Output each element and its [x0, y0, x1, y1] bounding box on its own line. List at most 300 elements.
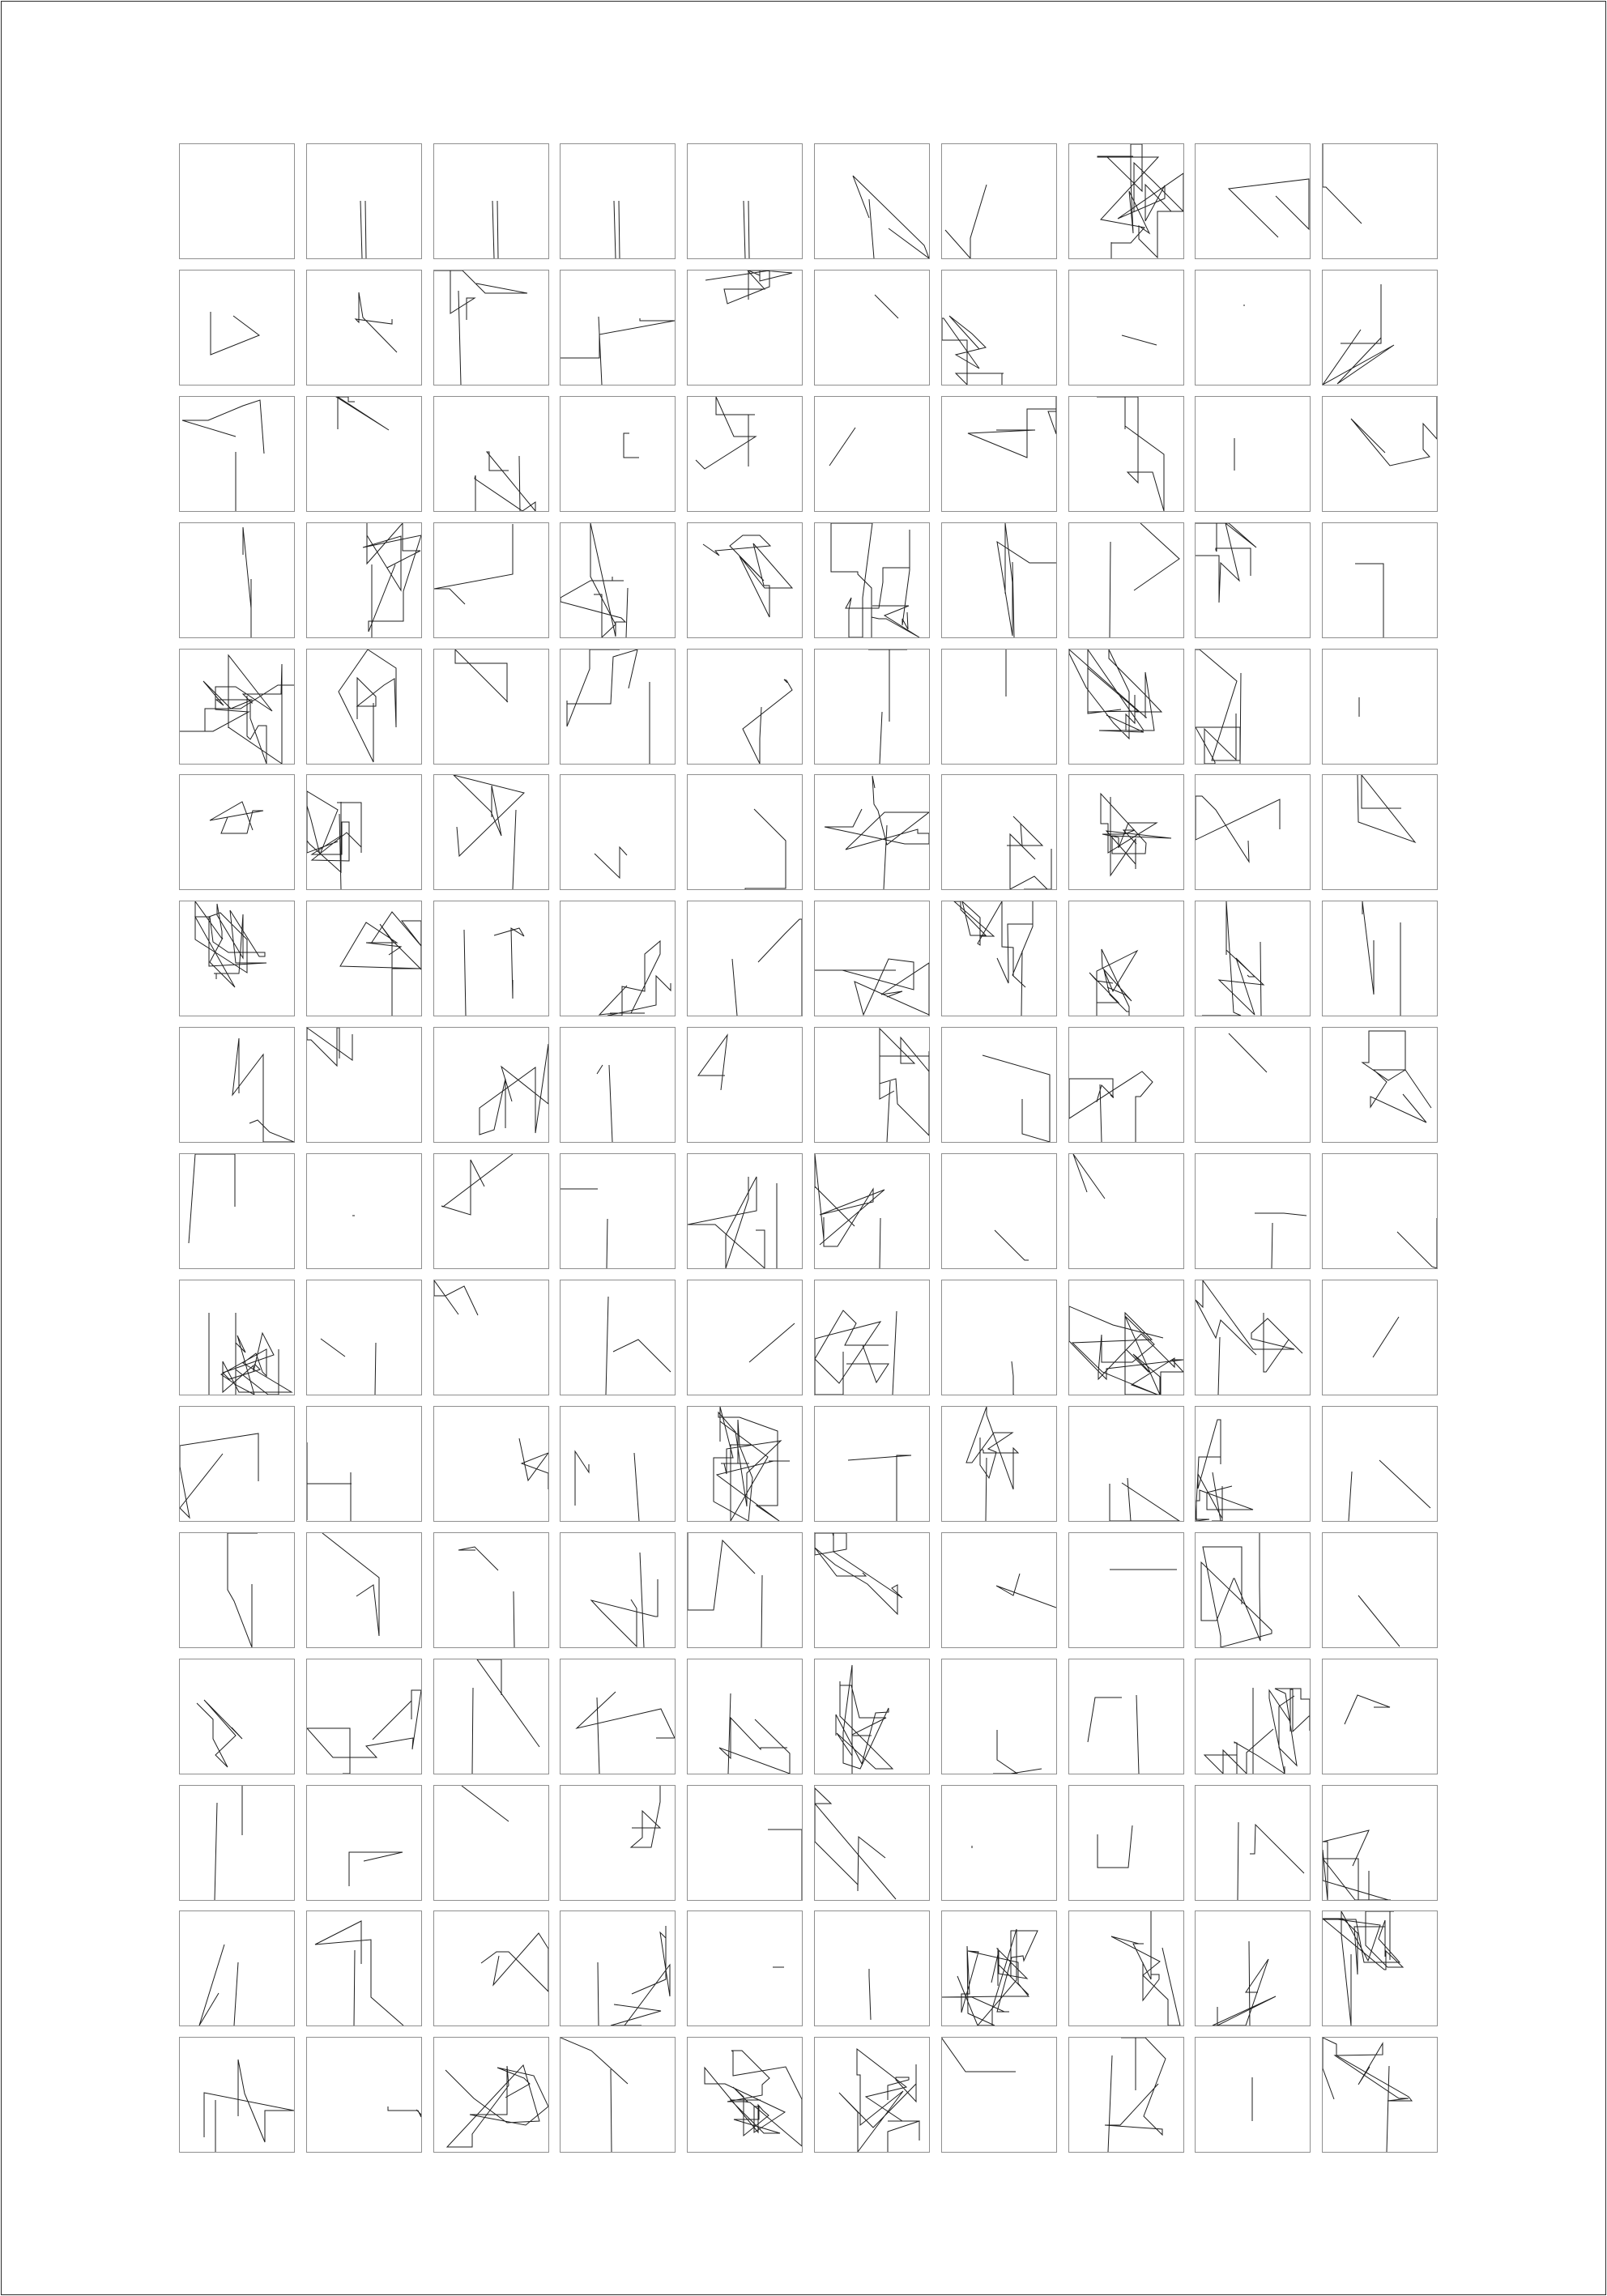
drawing-cell — [687, 1659, 803, 1774]
drawing-cell — [814, 143, 930, 259]
drawing-cell — [814, 1910, 930, 2026]
drawing-canvas — [307, 650, 421, 764]
drawing-cell — [179, 1027, 295, 1143]
drawing-stroke — [1088, 1695, 1139, 1774]
drawing-cell — [1322, 649, 1438, 765]
drawing-canvas — [307, 1786, 421, 1900]
drawing-stroke — [561, 1189, 607, 1268]
drawing-cell — [1195, 1785, 1311, 1901]
drawing-canvas — [942, 1280, 1056, 1395]
drawing-canvas — [1069, 270, 1183, 385]
drawing-canvas — [815, 1533, 929, 1647]
drawing-stroke — [441, 1154, 513, 1215]
drawing-stroke — [606, 1297, 671, 1395]
drawing-cell — [941, 396, 1057, 512]
drawing-cell — [560, 1659, 676, 1774]
drawing-canvas — [1323, 270, 1437, 385]
drawing-cell — [433, 1532, 549, 1648]
drawing-canvas — [180, 270, 294, 385]
drawing-stroke — [462, 1786, 509, 1821]
drawing-cell — [814, 2037, 930, 2153]
drawing-cell — [560, 1785, 676, 1901]
drawing-stroke — [703, 535, 792, 617]
drawing-cell — [1322, 2037, 1438, 2153]
drawing-cell — [306, 901, 422, 1016]
drawing-cell — [1068, 270, 1184, 386]
drawing-stroke — [744, 201, 749, 258]
drawing-stroke — [577, 1692, 675, 1774]
drawing-stroke — [1323, 1911, 1403, 2026]
drawing-canvas — [1323, 2038, 1437, 2152]
drawing-canvas — [561, 1659, 675, 1774]
drawing-stroke — [434, 524, 513, 604]
drawing-canvas — [1069, 1280, 1183, 1395]
drawing-cell — [814, 1785, 930, 1901]
drawing-stroke — [340, 912, 421, 1016]
drawing-canvas — [1069, 523, 1183, 637]
drawing-cell — [560, 901, 676, 1016]
drawing-stroke — [825, 776, 929, 889]
drawing-stroke — [1397, 1218, 1437, 1268]
drawing-stroke — [336, 397, 389, 430]
drawing-stroke — [321, 1339, 376, 1395]
drawing-canvas — [942, 775, 1056, 889]
drawing-canvas — [1069, 650, 1183, 764]
drawing-canvas — [561, 1028, 675, 1142]
drawing-stroke — [1069, 1071, 1153, 1142]
drawing-stroke — [315, 1921, 403, 2026]
drawing-stroke — [1089, 949, 1137, 1016]
drawing-canvas — [307, 523, 421, 637]
drawing-canvas — [1323, 901, 1437, 1016]
drawing-canvas — [1069, 144, 1183, 258]
drawing-stroke — [1110, 1478, 1179, 1521]
drawing-cell — [179, 1785, 295, 1901]
drawing-stroke — [481, 1933, 548, 1991]
drawing-canvas — [1069, 2038, 1183, 2152]
drawing-canvas — [688, 1533, 802, 1647]
drawing-stroke — [454, 775, 524, 889]
drawing-stroke — [996, 1574, 1056, 1608]
drawing-canvas — [1196, 1659, 1310, 1774]
drawing-cell — [179, 396, 295, 512]
drawing-canvas — [434, 2038, 548, 2152]
drawing-canvas — [180, 1154, 294, 1268]
drawing-canvas — [942, 1533, 1056, 1647]
drawing-cell — [941, 1280, 1057, 1395]
drawing-cell — [687, 396, 803, 512]
drawing-canvas — [307, 1028, 421, 1142]
drawing-cell — [941, 2037, 1057, 2153]
drawing-stroke — [595, 847, 627, 878]
drawing-canvas — [942, 1786, 1056, 1900]
drawing-stroke — [455, 650, 508, 702]
drawing-stroke — [567, 650, 650, 764]
drawing-canvas — [942, 397, 1056, 511]
drawing-canvas — [688, 1407, 802, 1521]
drawing-stroke — [945, 185, 987, 258]
drawing-cell — [941, 522, 1057, 638]
drawing-cell — [1068, 1659, 1184, 1774]
drawing-canvas — [434, 650, 548, 764]
drawing-canvas — [688, 1659, 802, 1774]
drawing-canvas — [815, 1280, 929, 1395]
drawing-canvas — [1323, 1659, 1437, 1774]
drawing-cell — [433, 1406, 549, 1522]
drawing-canvas — [307, 270, 421, 385]
drawing-canvas — [561, 523, 675, 637]
drawing-canvas — [815, 1911, 929, 2026]
drawing-stroke — [880, 1029, 929, 1142]
drawing-cell — [687, 1280, 803, 1395]
drawing-stroke — [966, 1407, 1018, 1521]
drawing-stroke — [1345, 1695, 1390, 1724]
drawing-canvas — [561, 1154, 675, 1268]
drawing-canvas — [307, 1280, 421, 1395]
drawing-cell — [1068, 1532, 1184, 1648]
drawing-canvas — [688, 144, 802, 258]
drawing-stroke — [307, 1028, 352, 1066]
drawing-cell — [1322, 1280, 1438, 1395]
drawing-stroke — [475, 452, 535, 511]
drawing-stroke — [815, 1788, 896, 1899]
drawing-canvas — [561, 1911, 675, 2026]
drawing-canvas — [180, 901, 294, 1016]
drawing-stroke — [561, 523, 628, 637]
drawing-cell — [1322, 774, 1438, 890]
drawing-canvas — [1196, 1407, 1310, 1521]
drawing-cell — [179, 774, 295, 890]
drawing-stroke — [688, 1533, 762, 1647]
drawing-cell — [941, 270, 1057, 386]
drawing-canvas — [180, 1407, 294, 1521]
drawing-cell — [179, 649, 295, 765]
drawing-cell — [306, 1027, 422, 1143]
drawing-cell — [179, 1280, 295, 1395]
drawing-canvas — [1069, 1154, 1183, 1268]
drawing-canvas — [1323, 1911, 1437, 2026]
drawing-cell — [1068, 522, 1184, 638]
drawing-canvas — [1323, 144, 1437, 258]
drawing-stroke — [434, 270, 527, 385]
drawing-cell — [687, 270, 803, 386]
drawing-cell — [1068, 1785, 1184, 1901]
drawing-cell — [306, 1659, 422, 1774]
drawing-stroke — [1213, 1941, 1276, 2026]
drawing-stroke — [519, 1438, 548, 1489]
drawing-canvas — [180, 144, 294, 258]
drawing-cell — [306, 774, 422, 890]
drawing-canvas — [815, 1407, 929, 1521]
drawing-cell — [306, 1785, 422, 1901]
drawing-stroke — [1110, 523, 1179, 637]
drawing-cell — [941, 1659, 1057, 1774]
drawing-stroke — [180, 655, 294, 764]
drawing-canvas — [815, 775, 929, 889]
drawing-canvas — [1196, 775, 1310, 889]
drawing-stroke — [1362, 901, 1400, 1016]
drawing-cell — [1195, 270, 1311, 386]
drawing-stroke — [942, 316, 1004, 385]
drawing-stroke — [631, 1786, 660, 1847]
drawing-canvas — [1323, 1533, 1437, 1647]
drawing-canvas — [1196, 144, 1310, 258]
drawing-cell — [814, 396, 930, 512]
drawing-cell — [560, 2037, 676, 2153]
sheet-border — [1, 1, 1606, 2295]
drawing-cell — [1068, 1027, 1184, 1143]
drawing-stroke — [815, 1533, 902, 1614]
drawing-canvas — [307, 901, 421, 1016]
drawing-stroke — [1201, 1533, 1272, 1647]
drawing-stroke — [749, 1323, 795, 1362]
drawing-canvas — [815, 2038, 929, 2152]
drawing-canvas — [942, 144, 1056, 258]
drawing-canvas — [942, 1407, 1056, 1521]
drawing-canvas — [434, 270, 548, 385]
drawing-cell — [687, 1406, 803, 1522]
drawing-stroke — [1204, 1688, 1310, 1774]
drawing-stroke — [1323, 2038, 1412, 2152]
drawing-canvas — [942, 650, 1056, 764]
drawing-stroke — [745, 809, 786, 889]
drawing-stroke — [211, 312, 259, 355]
drawing-canvas — [1196, 1533, 1310, 1647]
drawing-cell — [814, 774, 930, 890]
drawing-cell — [1195, 1406, 1311, 1522]
drawing-canvas — [561, 1407, 675, 1521]
drawing-cell — [433, 1280, 549, 1395]
drawing-cell — [1195, 522, 1311, 638]
drawing-cell — [560, 522, 676, 638]
drawing-stroke — [215, 1786, 242, 1900]
drawing-cell — [687, 1027, 803, 1143]
drawing-canvas — [434, 1533, 548, 1647]
drawing-cell — [1322, 522, 1438, 638]
drawing-canvas — [561, 270, 675, 385]
drawing-stroke — [1111, 1911, 1180, 2026]
drawing-stroke — [1098, 144, 1183, 258]
drawing-canvas — [1069, 1659, 1183, 1774]
drawing-stroke — [1358, 1595, 1400, 1646]
drawing-cell — [814, 1153, 930, 1269]
drawing-cell — [1195, 1153, 1311, 1269]
drawing-cell — [941, 901, 1057, 1016]
drawing-canvas — [815, 270, 929, 385]
drawing-cell — [687, 522, 803, 638]
drawing-cell — [814, 901, 930, 1016]
drawing-stroke — [182, 400, 264, 511]
drawing-stroke — [768, 1830, 802, 1900]
drawing-stroke — [815, 1154, 884, 1268]
drawing-stroke — [719, 1693, 790, 1774]
drawing-cell — [433, 649, 549, 765]
drawing-cell — [941, 774, 1057, 890]
drawing-stroke — [464, 928, 524, 1016]
drawing-cell — [560, 1153, 676, 1269]
drawing-canvas — [688, 1028, 802, 1142]
drawing-cell — [179, 522, 295, 638]
drawing-stroke — [815, 959, 929, 1016]
drawing-canvas — [688, 1154, 802, 1268]
drawing-canvas — [1196, 397, 1310, 511]
drawing-canvas — [1069, 1407, 1183, 1521]
drawing-canvas — [434, 1028, 548, 1142]
drawing-canvas — [561, 397, 675, 511]
drawing-stroke — [732, 919, 802, 1016]
drawing-canvas — [815, 1786, 929, 1900]
drawing-canvas — [180, 2038, 294, 2152]
drawing-cell — [1068, 396, 1184, 512]
drawing-cell — [179, 1406, 295, 1522]
drawing-cell — [941, 1785, 1057, 1901]
drawing-cell — [941, 1406, 1057, 1522]
drawing-stroke — [868, 650, 907, 764]
drawing-canvas — [815, 1154, 929, 1268]
drawing-canvas — [180, 650, 294, 764]
drawing-cell — [1068, 1910, 1184, 2026]
drawing-cell — [179, 901, 295, 1016]
drawing-canvas — [434, 901, 548, 1016]
drawing-stroke — [993, 1730, 1042, 1774]
drawing-cell — [687, 1785, 803, 1901]
drawing-canvas — [1196, 901, 1310, 1016]
drawing-canvas — [561, 650, 675, 764]
drawing-cell — [306, 2037, 422, 2153]
drawing-canvas — [434, 144, 548, 258]
drawing-stroke — [997, 523, 1056, 637]
drawing-stroke — [839, 2049, 919, 2152]
drawing-stroke — [829, 428, 855, 466]
drawing-cell — [1195, 1027, 1311, 1143]
drawing-stroke — [363, 523, 421, 637]
drawing-cell — [814, 1406, 930, 1522]
drawing-cell — [306, 522, 422, 638]
drawing-stroke — [599, 941, 671, 1016]
drawing-canvas — [942, 523, 1056, 637]
drawing-stroke — [575, 1451, 639, 1521]
drawing-canvas — [561, 1280, 675, 1395]
drawing-stroke — [1351, 397, 1437, 466]
drawing-canvas — [561, 144, 675, 258]
drawing-canvas — [1196, 2038, 1310, 2152]
drawing-cell — [1195, 649, 1311, 765]
drawing-cell — [1195, 901, 1311, 1016]
drawing-cell — [433, 522, 549, 638]
drawing-stroke — [1196, 796, 1280, 862]
drawing-stroke — [954, 901, 1033, 1016]
drawing-canvas — [1196, 270, 1310, 385]
drawing-stroke — [204, 2060, 294, 2152]
drawing-stroke — [1196, 1420, 1253, 1521]
drawing-canvas — [1196, 1911, 1310, 2026]
drawing-stroke — [1355, 564, 1383, 637]
drawing-stroke — [228, 1533, 258, 1647]
drawing-cell — [687, 1532, 803, 1648]
drawing-cell — [1322, 1910, 1438, 2026]
drawing-cell — [433, 1785, 549, 1901]
drawing-cell — [306, 1910, 422, 2026]
drawing-canvas — [815, 144, 929, 258]
drawing-cell — [179, 1659, 295, 1774]
drawing-canvas — [180, 1659, 294, 1774]
drawing-stroke — [983, 1055, 1050, 1142]
drawing-cell — [1322, 1027, 1438, 1143]
drawing-canvas — [1069, 775, 1183, 889]
drawing-canvas — [1323, 1154, 1437, 1268]
drawing-cell — [179, 143, 295, 259]
drawing-canvas — [688, 650, 802, 764]
drawing-cell — [1068, 649, 1184, 765]
drawing-stroke — [836, 1665, 893, 1774]
drawing-canvas — [307, 2038, 421, 2152]
drawing-stroke — [696, 397, 756, 469]
drawing-cell — [1195, 1532, 1311, 1648]
drawing-stroke — [1196, 1280, 1302, 1395]
drawing-cell — [306, 1406, 422, 1522]
drawing-stroke — [1358, 775, 1415, 842]
drawing-stroke — [195, 901, 266, 987]
drawing-stroke — [1323, 284, 1394, 385]
drawing-canvas — [942, 1028, 1056, 1142]
drawing-cell — [306, 1532, 422, 1648]
drawing-stroke — [339, 650, 396, 762]
drawing-stroke — [1229, 179, 1309, 237]
drawing-canvas — [1323, 1786, 1437, 1900]
drawing-canvas — [688, 775, 802, 889]
drawing-cell — [433, 2037, 549, 2153]
drawing-stroke — [1196, 523, 1256, 603]
drawing-cell — [814, 1659, 930, 1774]
drawing-canvas — [180, 1028, 294, 1142]
drawing-cell — [1322, 396, 1438, 512]
drawing-canvas — [1196, 523, 1310, 637]
drawing-stroke — [875, 295, 898, 318]
drawing-stroke — [1196, 650, 1241, 764]
drawing-canvas — [1069, 1786, 1183, 1900]
drawing-canvas — [1323, 523, 1437, 637]
drawing-canvas — [688, 1911, 802, 2026]
drawing-stroke — [210, 802, 263, 833]
drawing-canvas — [815, 397, 929, 511]
drawing-canvas — [307, 775, 421, 889]
drawing-stroke — [1069, 1306, 1183, 1395]
drawing-canvas — [434, 1786, 548, 1900]
drawing-stroke — [942, 2038, 1016, 2072]
drawing-grid — [179, 143, 1431, 2157]
drawing-stroke — [458, 1547, 514, 1647]
drawing-cell — [433, 143, 549, 259]
drawing-stroke — [624, 433, 639, 458]
drawing-canvas — [434, 1154, 548, 1268]
drawing-stroke — [199, 1945, 238, 2026]
drawing-stroke — [472, 1659, 539, 1774]
drawing-cell — [306, 396, 422, 512]
drawing-canvas — [1069, 901, 1183, 1016]
drawing-cell — [433, 270, 549, 386]
drawing-canvas — [180, 397, 294, 511]
drawing-cell — [433, 1027, 549, 1143]
drawing-canvas — [1069, 1911, 1183, 2026]
drawing-canvas — [1323, 1407, 1437, 1521]
drawing-stroke — [1323, 1830, 1391, 1900]
drawing-cell — [687, 143, 803, 259]
drawing-cell — [1322, 270, 1438, 386]
drawing-canvas — [434, 523, 548, 637]
drawing-stroke — [1373, 1317, 1399, 1357]
drawing-canvas — [1196, 1280, 1310, 1395]
drawing-cell — [179, 2037, 295, 2153]
